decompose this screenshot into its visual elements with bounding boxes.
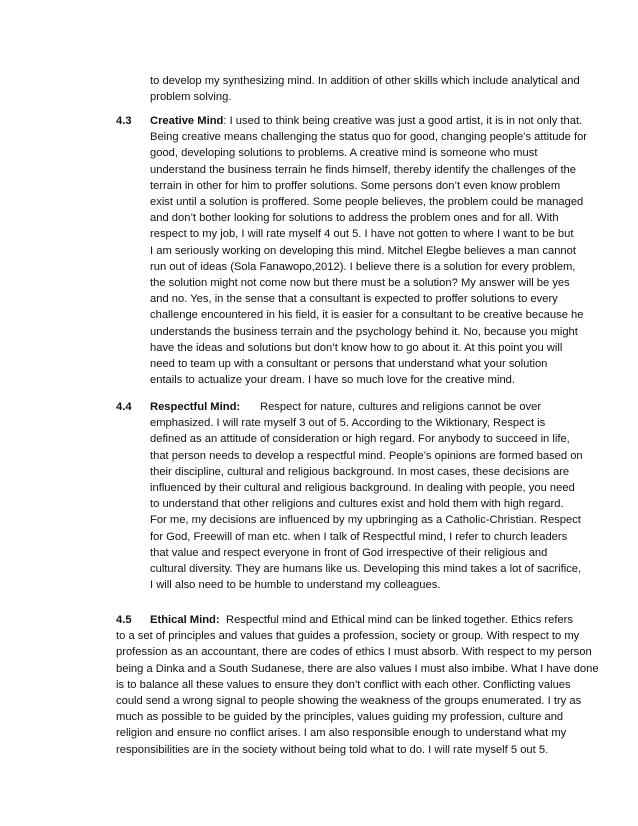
text-line: problem solving. [150, 91, 232, 104]
text-line: to a set of principles and values that guides a profession, society or group. With respect to my [116, 630, 580, 643]
text-line: being a Dinka and a South Sudanese, there are also values I must also imbibe. What I have done [116, 662, 599, 675]
section-heading: Respectful Mind: [150, 401, 241, 413]
text-line: entails to actualize your dream. I have so much love for the creative mind. [150, 374, 516, 387]
text-line: respect to my job, I will rate myself 4 out 5. I have not gotten to where I want to be but [150, 228, 574, 241]
text-line: challenge encountered in his field, it is easier for a consultant to be creative because he [150, 309, 584, 322]
text-line: exist until a solution is proffered. Some people believes, the problem could be managed [150, 196, 584, 209]
text-line-rest: Respect for nature, cultures and religions cannot be over [260, 401, 542, 413]
section-heading: Ethical Mind: [150, 614, 220, 626]
text-line: influenced by their cultural and religious background. In dealing with people, you need [150, 482, 575, 495]
text-line: that value and respect everyone in front of God irrespective of their religious and [150, 546, 548, 559]
text-line: profession as an accountant, there are codes of ethics I must absorb. With respect to my person [116, 646, 592, 659]
text-line: need to team up with a consultant or persons that understand what your solution [150, 358, 548, 371]
section-4-3-paragraph [150, 113, 588, 388]
text-line: understand the business terrain he finds himself, thereby identify the challenges of the [150, 163, 577, 176]
text-line [116, 612, 584, 628]
text-line-rest: : I used to think being creative was just a good artist, it is in not only that. [223, 115, 583, 127]
text-line: and no. Yes, in the sense that a consultant is expected to proffer solutions to every [150, 293, 558, 306]
text-line: emphasized. I will rate myself 3 out of 5. According to the Wiktionary, Respect is [150, 417, 546, 430]
continuation-paragraph [150, 73, 582, 105]
text-line: terrain in other for him to proffer solutions. Some persons don’t even know problem [150, 179, 561, 192]
text-line: responsibilities are in the society without being told what to do. I will rate myself 5 out 5. [116, 743, 549, 756]
text-line: good, developing solutions to problems. A creative mind is someone who must [150, 147, 538, 160]
text-line: I will also need to be humble to understand my colleagues. [150, 579, 441, 592]
text-line: to understand that other religions and cultures exist and hold them with high regard. [150, 498, 564, 511]
text-line: have the ideas and solutions but don’t know how to go about it. At this point you will [150, 341, 563, 354]
section-number-4-3: 4.3 [116, 115, 132, 127]
text-line: I am seriously working on developing this mind. Mitchel Elegbe believes a man cannot [150, 244, 576, 257]
text-line: for God, Freewill of man etc. when I talk of Respectful mind, I refer to church leaders [150, 530, 568, 543]
section-number-4-5: 4.5 [116, 614, 132, 626]
text-line: their discipline, cultural and religious background. In most cases, these decisions are [150, 465, 570, 478]
text-line [150, 399, 582, 415]
text-line: the solution might not come now but there must be a solution? My answer will be yes [150, 277, 570, 290]
text-line: cultural diversity. They are humans like us. Developing this mind takes a lot of sacrifice, [150, 563, 582, 576]
text-line: run out of ideas (Sola Fanawopo,2012). I believe there is a solution for every problem, [150, 260, 576, 273]
text-line: For me, my decisions are influenced by my upbringing as a Catholic-Christian. Respect [150, 514, 581, 527]
text-line: religion and ensure no conflict arises. I am also responsible enough to understand what my [116, 727, 567, 740]
text-line-rest: Respectful mind and Ethical mind can be linked together. Ethics refers [226, 614, 573, 626]
text-line: is to balance all these values to ensure they don’t conflict with each other. Conflicting values [116, 678, 571, 691]
text-line: understands the business terrain and the psychology behind it. No, because you might [150, 325, 578, 338]
text-line: that person needs to develop a respectful mind. People’s opinions are formed based on [150, 449, 583, 462]
text-line: and don’t bother looking for solutions to address the problem ones and for all. With [150, 212, 559, 225]
text-line: could send a wrong signal to people showing the weakness of the groups enumerated. I try as [116, 695, 582, 708]
text-line: defined as an attitude of consideration or high regard. For anybody to succeed in life, [150, 433, 570, 446]
section-heading: Creative Mind [150, 115, 224, 127]
section-4-4-paragraph [150, 399, 582, 593]
text-line: much as possible to be guided by the principles, values guiding my profession, culture and [116, 711, 564, 724]
text-line [150, 113, 582, 129]
section-4-5-paragraph [116, 612, 599, 758]
text-line: Being creative means challenging the status quo for good, changing people’s attitude for [150, 131, 588, 144]
text-line: to develop my synthesizing mind. In addition of other skills which include analytical and [150, 75, 580, 87]
section-number-4-4: 4.4 [116, 401, 132, 413]
